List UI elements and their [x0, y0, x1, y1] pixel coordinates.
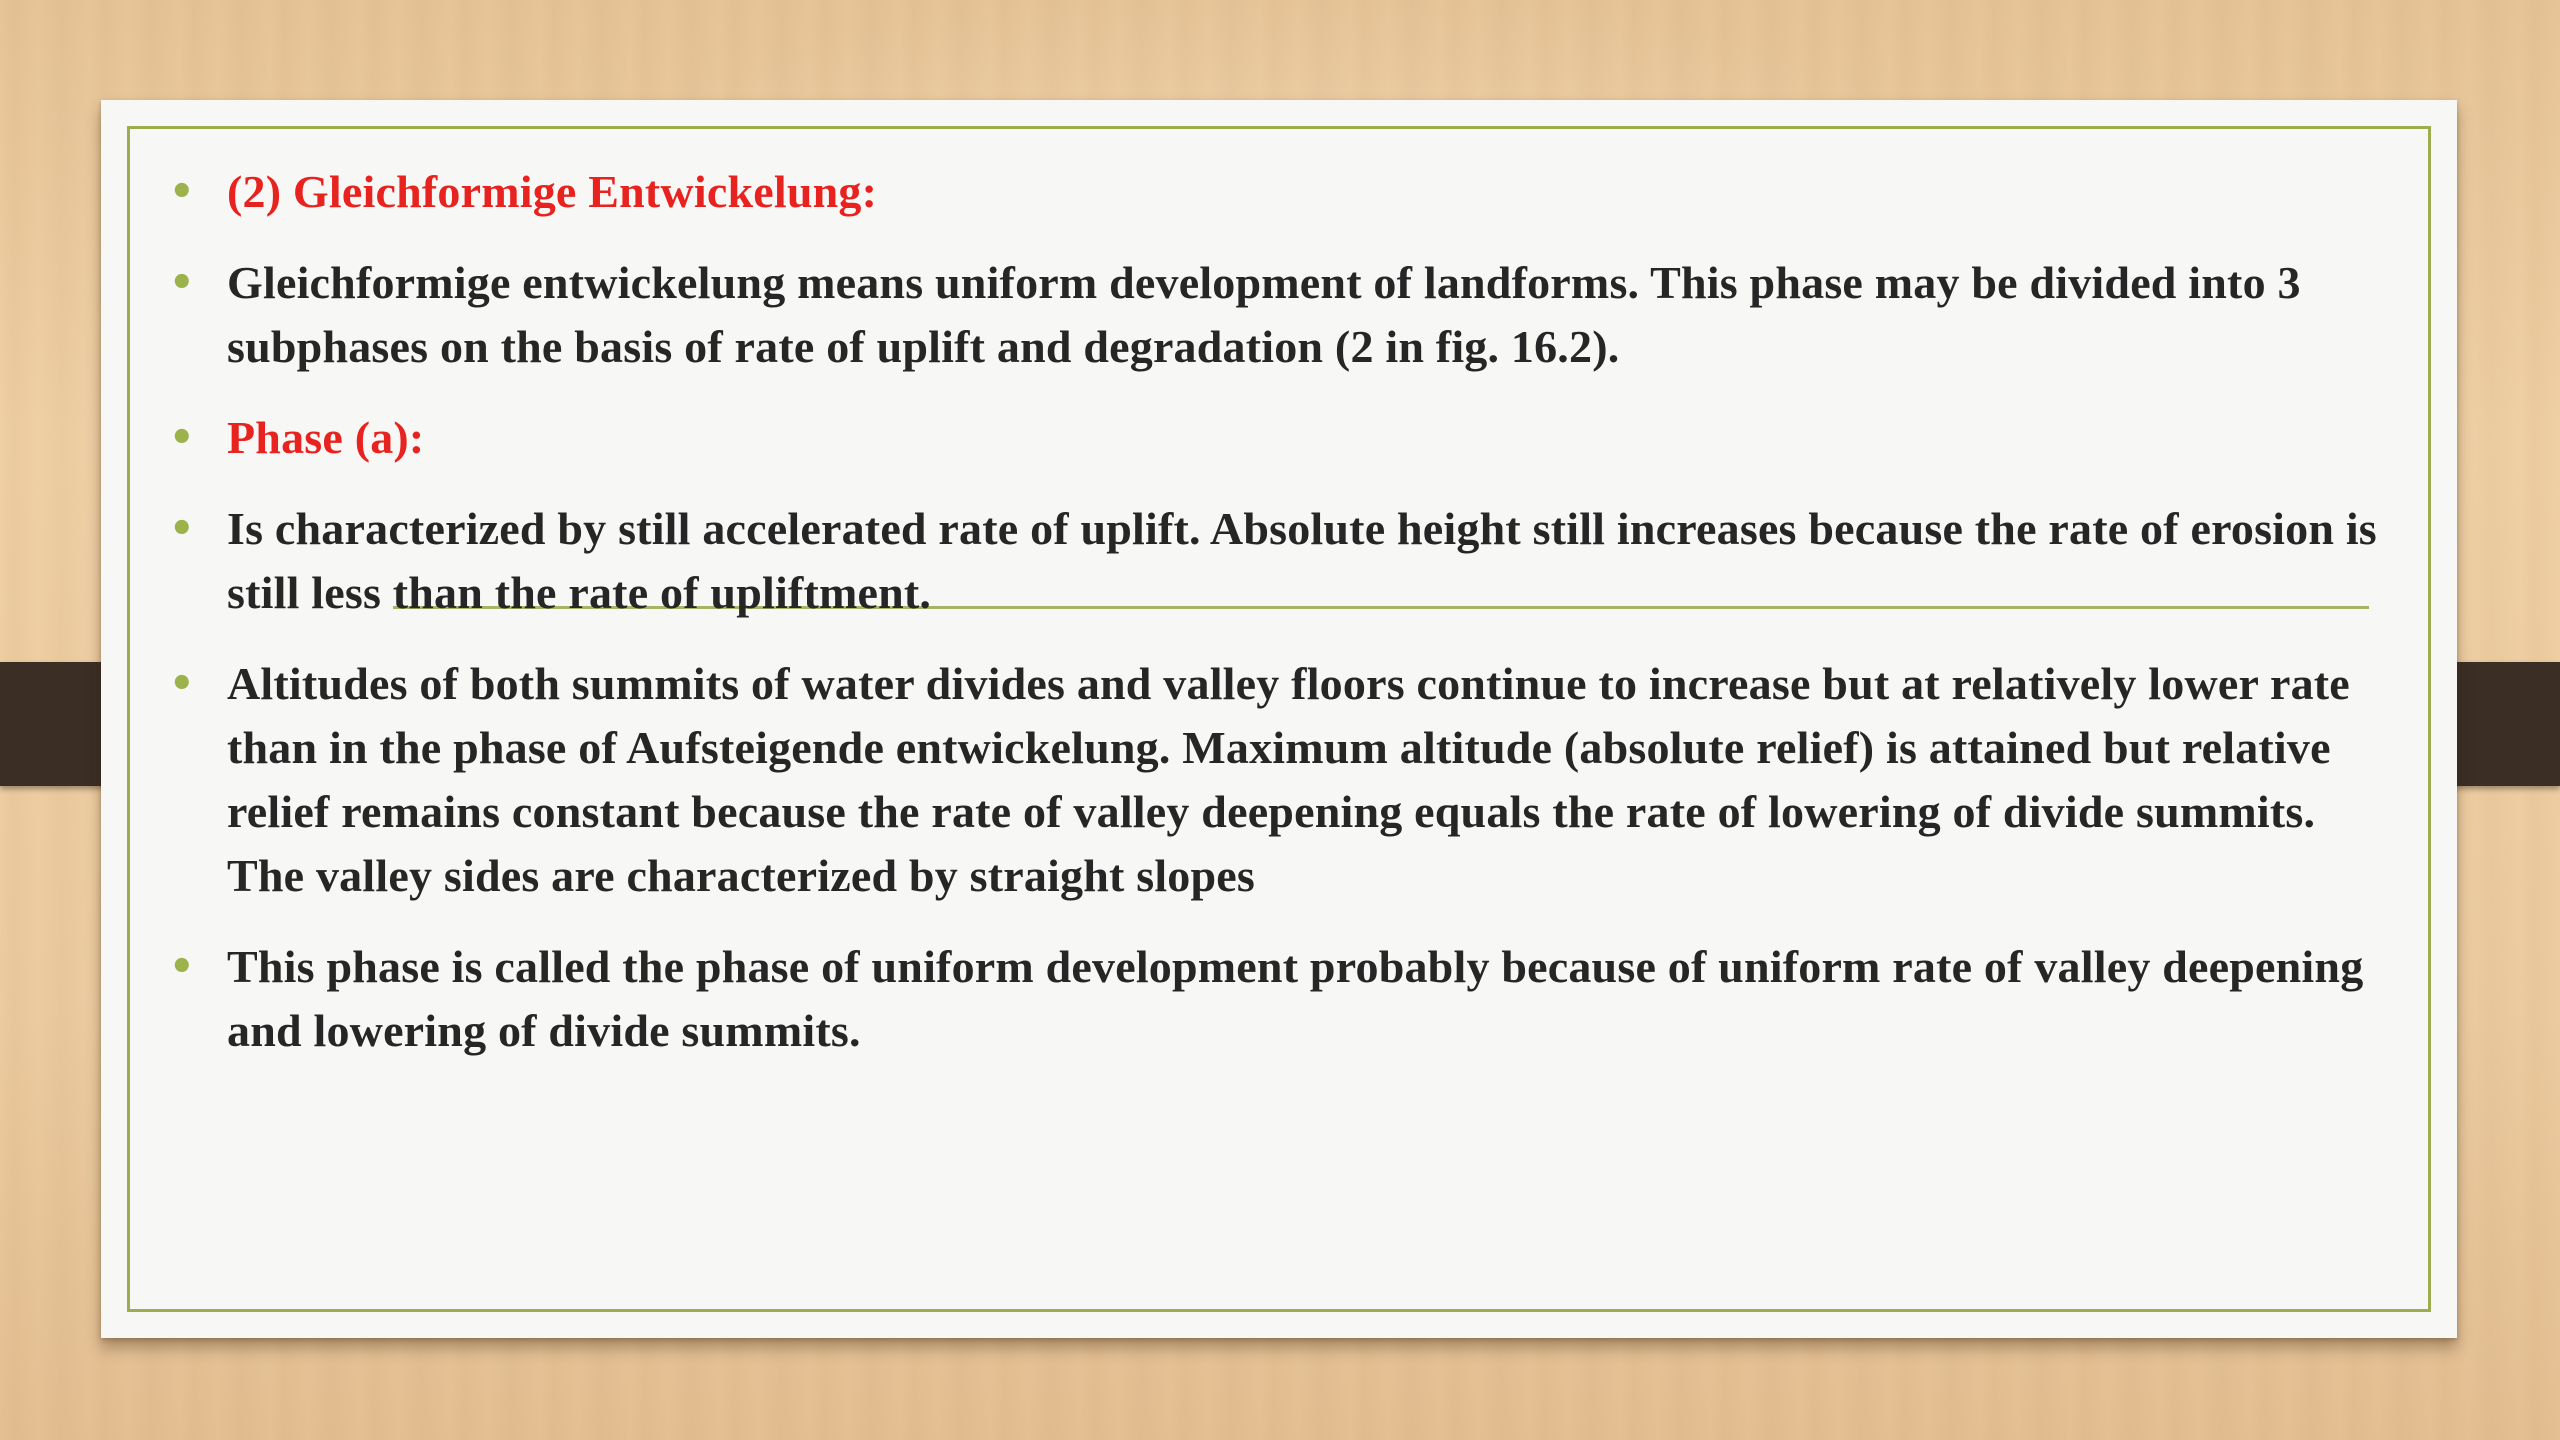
bullet-dot-icon: •: [169, 415, 195, 461]
bullet-uplift: [165, 497, 2395, 625]
bullet-text: This phase is called the phase of uniform development probably because of uniform rate of valley deepening and lowering of divide summits.: [227, 941, 2364, 1056]
bullet-dot-icon: •: [169, 169, 195, 215]
bullet-heading: [165, 160, 2395, 224]
bullet-text: Is characterized by still accelerated rate of uplift. Absolute height still increases because the rate of erosion is still less than the rate of upliftment.: [227, 503, 2377, 618]
bullet-dot-icon: •: [169, 260, 195, 306]
bullet-dot-icon: •: [169, 506, 195, 552]
bullet-dot-icon: •: [169, 944, 195, 990]
heading-text: (2) Gleichformige Entwickelung:: [227, 166, 878, 217]
bullet-text: Gleichformige entwickelung means uniform development of landforms. This phase may be divided into 3 subphases on the basis of rate of uplift and degradation (2 in fig. 16.2).: [227, 257, 2301, 372]
bullet-text: Altitudes of both summits of water divides and valley floors continue to increase but at relatively lower rate than in the phase of Aufsteigende entwickelung. Maximum altitude (absolute relief) is attained but relative relief remains constant because the rate of valley deepening equals the rate of lowering of divide summits. The valley sides are characterized by straight slopes: [227, 658, 2350, 901]
bullet-dot-icon: •: [169, 661, 195, 707]
bullet-altitudes: [165, 652, 2395, 908]
slide-content: [165, 160, 2395, 1090]
bullet-text: Phase (a):: [227, 412, 425, 463]
bullet-phase-a: [165, 406, 2395, 470]
bullet-uniform-development: [165, 935, 2395, 1063]
bullet-definition: [165, 251, 2395, 379]
slide-paper: [101, 100, 2457, 1338]
